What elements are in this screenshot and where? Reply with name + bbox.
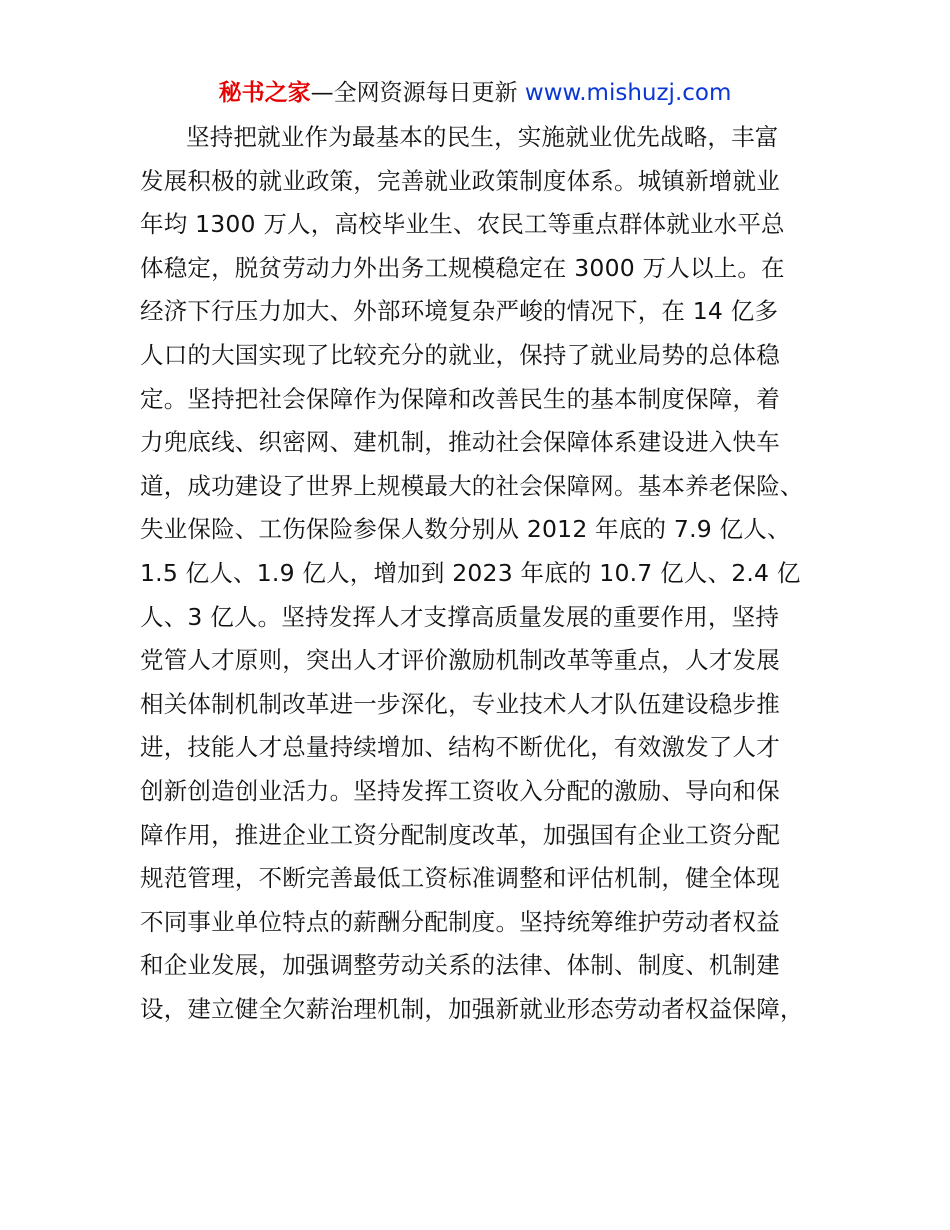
paragraph-line: 定。坚持把社会保障作为保障和改善民生的基本制度保障，着	[140, 384, 780, 413]
paragraph-line: 设，建立健全欠薪治理机制，加强新就业形态劳动者权益保障，	[140, 994, 804, 1023]
site-brand: 秘书之家	[218, 80, 311, 106]
paragraph-line: 障作用，推进企业工资分配制度改革，加强国有企业工资分配	[140, 820, 780, 849]
paragraph-line: 年均 1300 万人，高校毕业生、农民工等重点群体就业水平总	[140, 210, 785, 239]
body-paragraph	[140, 116, 820, 1031]
paragraph-line: 党管人才原则，突出人才评价激励机制改革等重点，人才发展	[140, 646, 780, 675]
paragraph-line: 经济下行压力加大、外部环境复杂严峻的情况下，在 14 亿多	[140, 297, 779, 326]
paragraph-line: 发展积极的就业政策，完善就业政策制度体系。城镇新增就业	[140, 166, 780, 195]
paragraph-line: 人、3 亿人。坚持发挥人才支撑高质量发展的重要作用，坚持	[140, 602, 780, 631]
paragraph-line: 力兜底线、织密网、建机制，推动社会保障体系建设进入快车	[140, 428, 780, 457]
paragraph-line: 相关体制机制改革进一步深化，专业技术人才队伍建设稳步推	[140, 689, 780, 718]
page-header	[0, 76, 950, 110]
paragraph-line: 进，技能人才总量持续增加、结构不断优化，有效激发了人才	[140, 733, 780, 762]
paragraph-line: 不同事业单位特点的薪酬分配制度。坚持统筹维护劳动者权益	[140, 907, 780, 936]
site-tagline: —全网资源每日更新	[310, 80, 525, 106]
site-url-link[interactable]: www.mishuzj.com	[524, 80, 732, 106]
paragraph-line: 和企业发展，加强调整劳动关系的法律、体制、制度、机制建	[140, 951, 780, 980]
paragraph-line: 坚持把就业作为最基本的民生，实施就业优先战略，丰富	[186, 123, 779, 151]
paragraph-line: 规范管理，不断完善最低工资标准调整和评估机制，健全体现	[140, 864, 780, 893]
paragraph-line: 人口的大国实现了比较充分的就业，保持了就业局势的总体稳	[140, 340, 780, 369]
paragraph-line: 道，成功建设了世界上规模最大的社会保障网。基本养老保险、	[140, 471, 804, 500]
paragraph-line: 1.5 亿人、1.9 亿人，增加到 2023 年底的 10.7 亿人、2.4 亿	[140, 558, 801, 587]
paragraph-line: 失业保险、工伤保险参保人数分别从 2012 年底的 7.9 亿人、	[140, 515, 791, 544]
paragraph-line: 体稳定，脱贫劳动力外出务工规模稳定在 3000 万人以上。在	[140, 253, 785, 282]
paragraph-line: 创新创造创业活力。坚持发挥工资收入分配的激励、导向和保	[140, 776, 780, 805]
